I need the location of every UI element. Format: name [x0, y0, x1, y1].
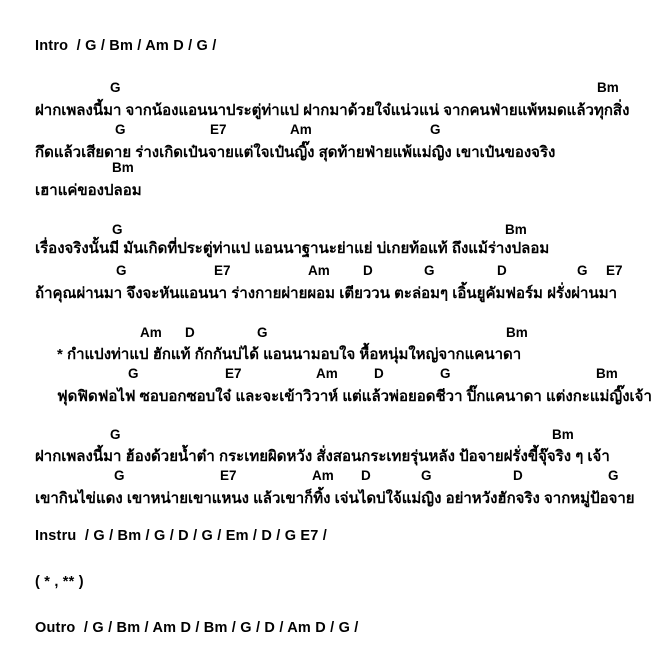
lyric-line: ฝากเพลงนี้มา ฮ้องด้วยน้ำต๋า กระเทยผิดหวัง สั่งสอนกระเทยรุ่นหลัง ป้อจายฝรั่งขี้จุ๊จริง ๆ เจ้า: [35, 448, 610, 465]
chord-label: Bm: [552, 427, 574, 442]
chord-row: [0, 366, 670, 383]
chord-label: G: [577, 263, 588, 278]
chord-label: G: [257, 325, 268, 340]
chord-label: D: [361, 468, 371, 483]
chord-label: D: [374, 366, 384, 381]
chord-label: D: [497, 263, 507, 278]
chord-label: D: [513, 468, 523, 483]
chord-row: [0, 160, 670, 177]
chord-label: G: [440, 366, 451, 381]
lyric-line: ฟุดฟิดฟอไฟ ซอบอกซอบใจ๋ และจะเข้าวิวาห์ แต่แล้วพ่อยอดชีวา ปิ๊กแคนาดา แต่งกะแม่ญิ๊งเจ้า: [57, 388, 652, 405]
chord-label: G: [116, 263, 127, 278]
chord-row: [0, 427, 670, 444]
chord-label: Bm: [112, 160, 134, 175]
chord-row: [0, 80, 670, 97]
section-label: Instru / G / Bm / G / D / G / Em / D / G E7 /: [35, 528, 327, 544]
lyric-line: เรื่องจริงนั้นมี มันเกิดที่ประตู่ท่าแป แอนนาฐานะย่าแย่ บ่เกยท้อแท้ ถึงแม้ร่างปลอม: [35, 240, 550, 257]
lyric-line: * กำแปงท่าแป ฮักแท้ กักกันบ่ได้ แอนนามอบใจ หื้อหนุ่มใหญ่จากแคนาดา: [57, 346, 522, 363]
chord-label: Am: [290, 122, 312, 137]
section-label: Outro / G / Bm / Am D / Bm / G / D / Am D / G /: [35, 620, 359, 636]
chord-label: Am: [312, 468, 334, 483]
chord-label: E7: [210, 122, 227, 137]
chord-label: G: [110, 427, 121, 442]
chord-label: Am: [140, 325, 162, 340]
chord-label: G: [430, 122, 441, 137]
chord-label: G: [114, 468, 125, 483]
lyric-line: ถ้าคุณผ่านมา จึงจะหันแอนนา ร่างกายผ่ายผอม เตียววน ตะล่อมๆ เอิ้นยูคัมฟอร์ม ฝรั่งผ่านมา: [35, 285, 618, 302]
chord-label: G: [608, 468, 619, 483]
section-label: ( * , ** ): [35, 574, 84, 590]
chord-label: D: [185, 325, 195, 340]
chord-label: Bm: [506, 325, 528, 340]
chord-label: G: [421, 468, 432, 483]
chord-label: Am: [308, 263, 330, 278]
chord-label: E7: [220, 468, 237, 483]
chord-label: G: [115, 122, 126, 137]
lyric-line: เขากินไข่แดง เขาหน่ายเขาแหนง แล้วเขาก็ทิ้ง เจ่นไดบ่ใจ้แม่ญิง อย่าหวังฮักจริง จากหมู่ป้อจาย: [35, 490, 635, 507]
chord-label: Am: [316, 366, 338, 381]
chord-label: G: [110, 80, 121, 95]
chord-label: G: [128, 366, 139, 381]
section-label: Intro / G / Bm / Am D / G /: [35, 38, 217, 54]
chord-label: E7: [606, 263, 623, 278]
chord-row: [0, 263, 670, 280]
chord-label: G: [112, 222, 123, 237]
chord-label: E7: [214, 263, 231, 278]
chord-label: G: [424, 263, 435, 278]
chord-label: Bm: [505, 222, 527, 237]
chord-label: Bm: [596, 366, 618, 381]
lyric-line: เฮาแค่ของปลอม: [35, 182, 142, 199]
chord-row: [0, 325, 670, 342]
lyric-line: ฝากเพลงนี้มา จากน้องแอนนาประตู่ท่าแป ฝากมาด้วยใจ๋แน่วแน่ จากคนฟ่ายแพ้หมดแล้วทุกสิ่ง: [35, 102, 630, 119]
lyric-line: กึดแล้วเสียดาย ร่างเกิดเป๋นจายแต่ใจเป๋นญิ๊ง สุดท้ายฟ่ายแพ้แม่ญิง เขาเป๋นของจริง: [35, 144, 556, 161]
chord-label: Bm: [597, 80, 619, 95]
chord-row: [0, 122, 670, 139]
chord-label: D: [363, 263, 373, 278]
chord-label: E7: [225, 366, 242, 381]
chord-row: [0, 468, 670, 485]
